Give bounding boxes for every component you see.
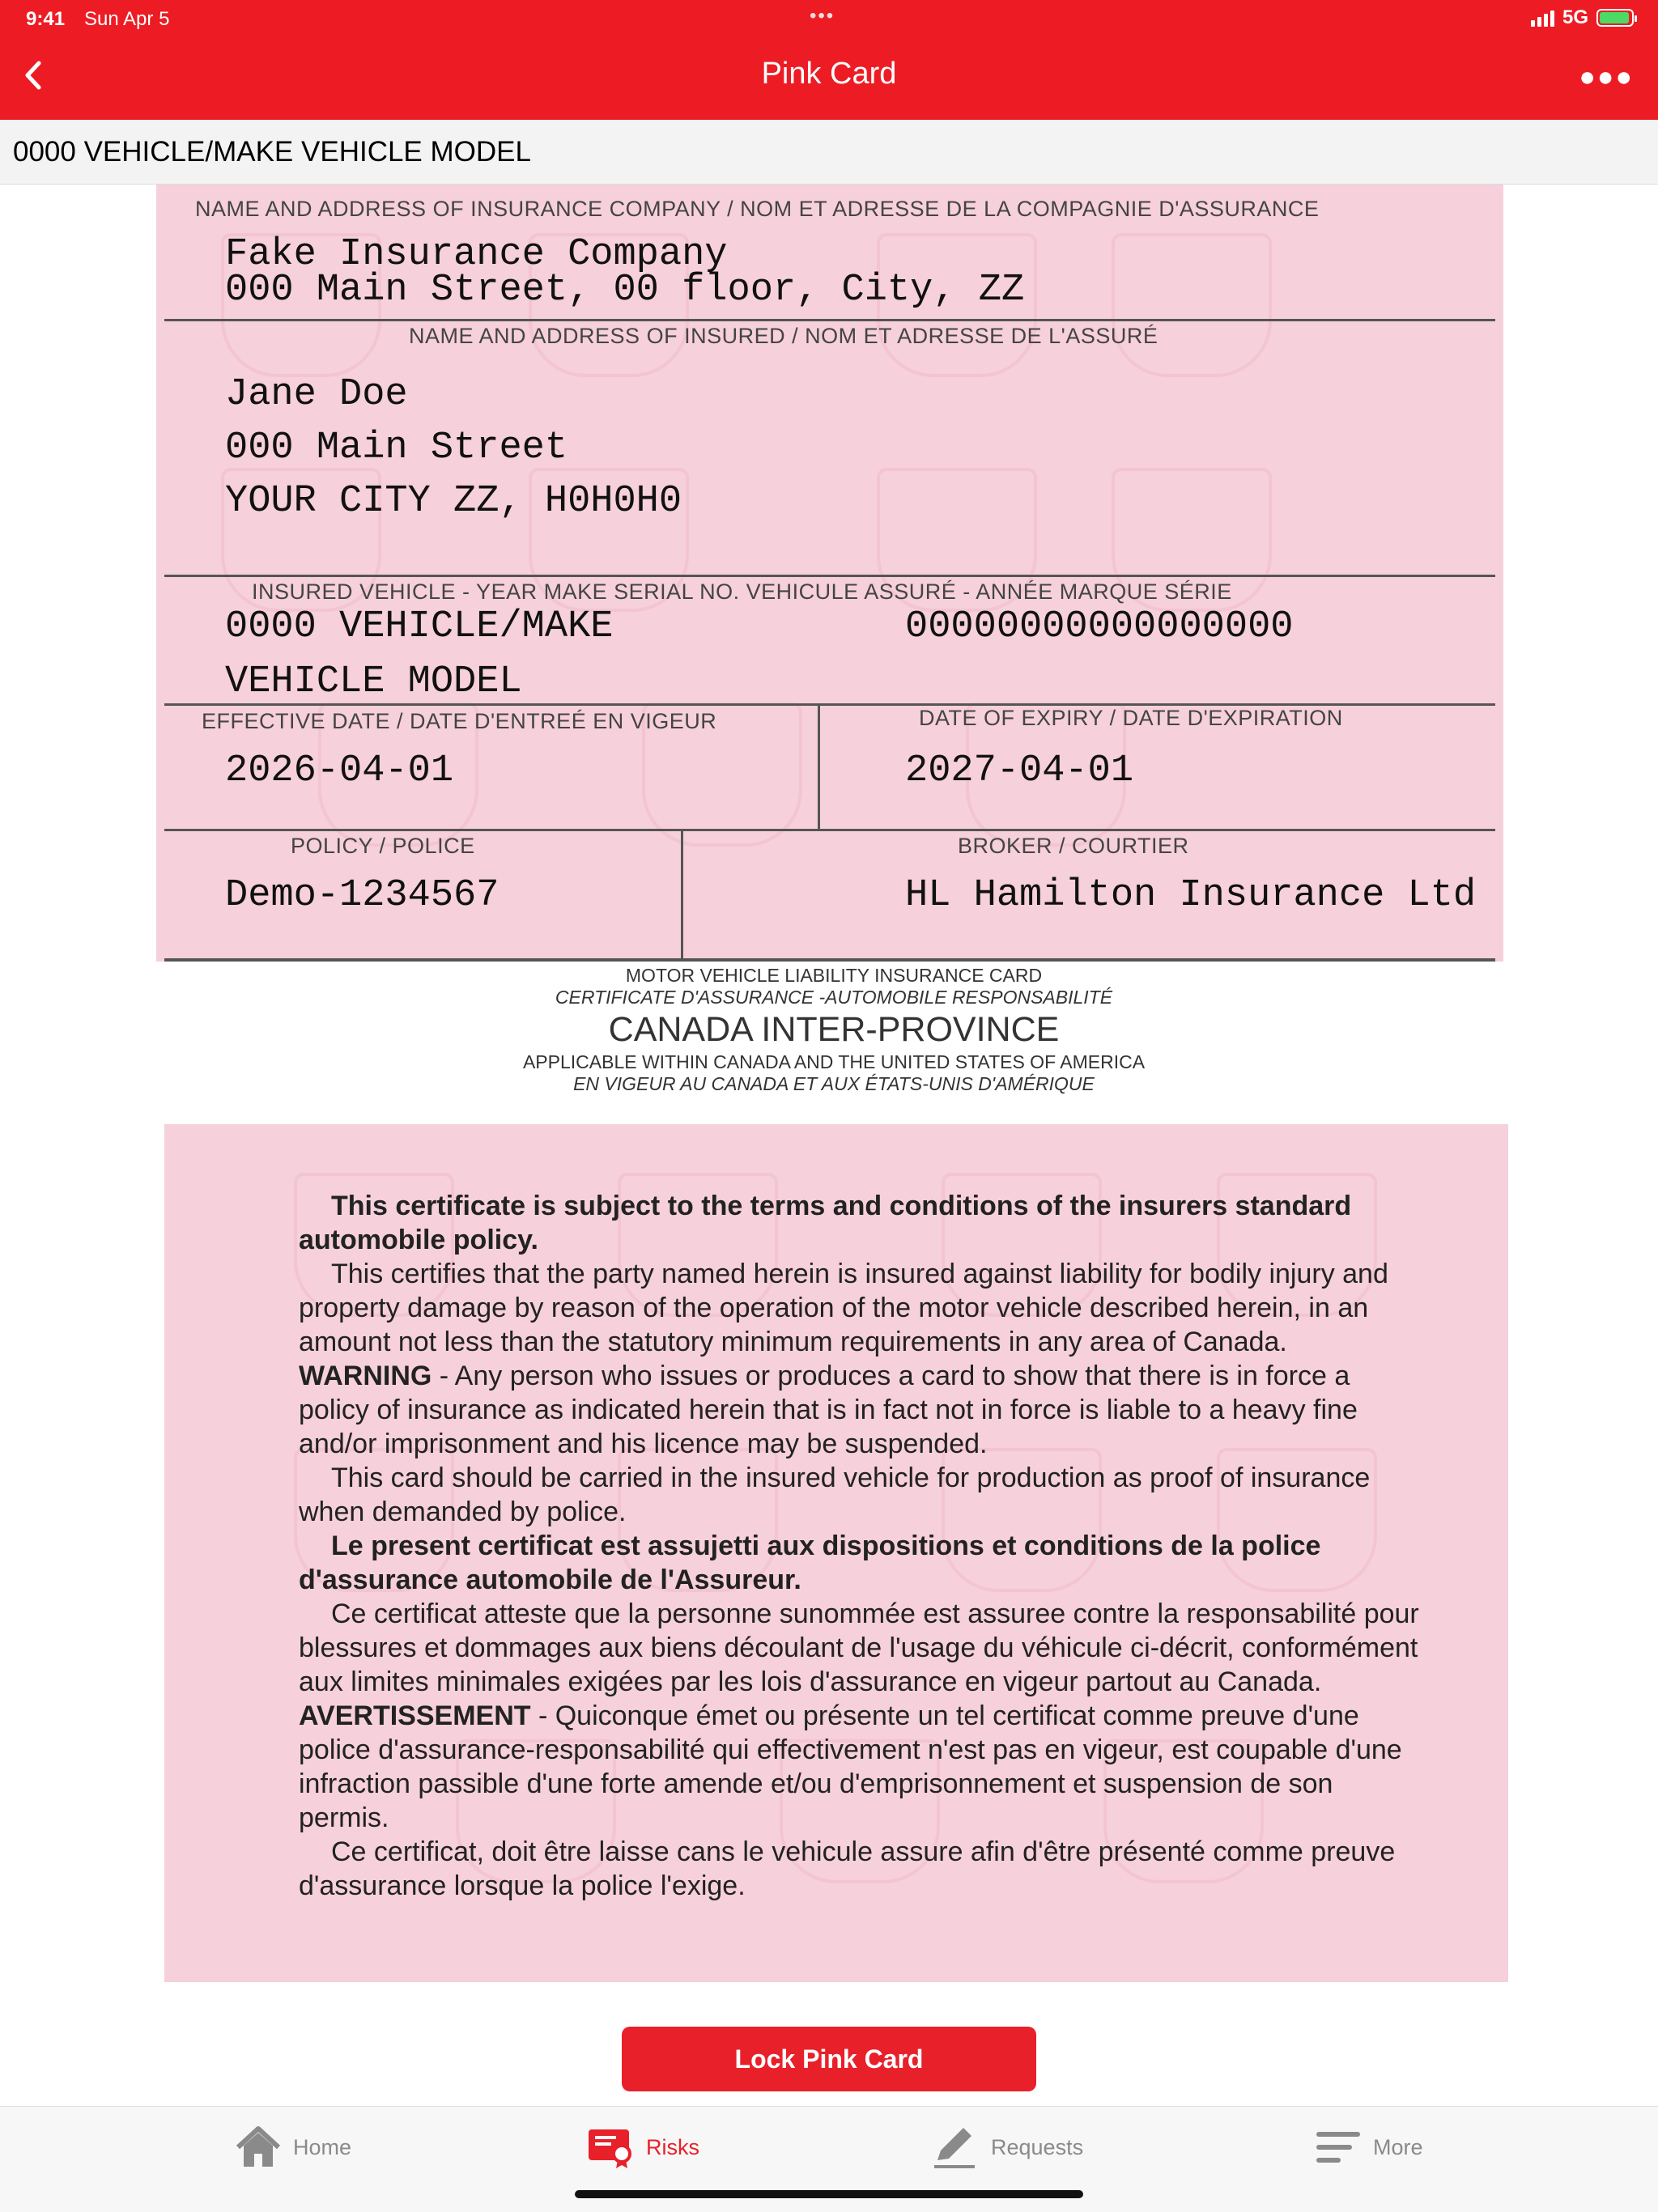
divider	[818, 703, 820, 829]
terms-paragraph: Le present certificat est assujetti aux dispositions et conditions de la police d'assurance automobile de l'Assureur.	[299, 1531, 1321, 1595]
menu-icon	[1315, 2127, 1362, 2167]
terms-paragraph: This certificate is subject to the terms and conditions of the insurers standard automobile policy.	[299, 1191, 1352, 1255]
status-indicators	[1531, 6, 1634, 29]
effective-date: 2026-04-01	[225, 749, 454, 792]
tab-label: Requests	[991, 2134, 1084, 2159]
terms-warning	[299, 1699, 1424, 1835]
vehicle-line-1: 0000 VEHICLE/MAKE	[225, 605, 614, 648]
divider	[164, 575, 1495, 577]
effective-date-label: EFFECTIVE DATE / DATE D'ENTREÉ EN VIGEUR	[202, 709, 717, 733]
divider	[681, 829, 683, 958]
tab-risks[interactable]	[586, 2123, 699, 2172]
pencil-icon	[931, 2125, 980, 2170]
pink-card-front	[156, 185, 1503, 962]
terms-paragraph: This card should be carried in the insured vehicle for production as proof of insurance when demanded by police.	[299, 1463, 1371, 1527]
cellular-signal-icon	[1531, 9, 1554, 27]
caption-line: APPLICABLE WITHIN CANADA AND THE UNITED STATES OF AMERICA	[522, 1051, 1146, 1072]
lock-pink-card-button[interactable]: Lock Pink Card	[622, 2027, 1036, 2091]
policy-label: POLICY / POLICE	[291, 834, 475, 858]
expiry-date: 2027-04-01	[905, 749, 1134, 792]
insured-label: NAME AND ADDRESS OF INSURED / NOM ET ADRESSE DE L'ASSURÉ	[409, 324, 1158, 348]
divider	[164, 829, 1495, 831]
warning-text: - Quiconque émet ou présente un tel certificat comme preuve d'une police d'assurance-responsabilité qui effectivement n'est pas en vigeur, est coupable d'une infraction passible d'une forte amende et/ou d'emprisonnement et suspension de son permis.	[299, 1700, 1402, 1833]
home-indicator[interactable]	[575, 2190, 1083, 2198]
warning-label: AVERTISSEMENT	[299, 1700, 531, 1731]
vehicle-line-2: VEHICLE MODEL	[225, 660, 522, 703]
status-time: 9:41	[26, 8, 66, 30]
vehicle-title: 0000 VEHICLE/MAKE VEHICLE MODEL	[0, 120, 1658, 185]
caption-line: CERTIFICATE D'ASSURANCE -AUTOMOBILE RESPONSABILITÉ	[555, 987, 1113, 1008]
warning-text: - Any person who issues or produces a card to show that there is in force a policy of insurance as indicated herein that is in fact not in force is liable to a heavy fine and/or imprisonment and his licence may be suspended.	[299, 1361, 1358, 1459]
insured-name: Jane Doe	[225, 373, 408, 416]
multitasking-dots-icon[interactable]: •••	[810, 5, 835, 27]
terms-text	[299, 1189, 1424, 1903]
warning-label: WARNING	[299, 1361, 432, 1391]
vehicle-serial: 00000000000000000	[905, 605, 1294, 648]
policy-number: Demo-1234567	[225, 874, 500, 917]
terms-warning	[299, 1359, 1424, 1461]
navigation-bar	[0, 39, 1658, 120]
broker-name: HL Hamilton Insurance Ltd	[905, 874, 1477, 917]
vehicle-label: INSURED VEHICLE - YEAR MAKE SERIAL NO. VEHICULE ASSURÉ - ANNÉE MARQUE SÉRIE	[252, 580, 1232, 604]
tab-label: Home	[293, 2134, 352, 2159]
terms-paragraph: Ce certificat, doit être laisse cans le vehicule assure afin d'être présenté comme preuve d'assurance lorsque la police l'exige.	[299, 1836, 1396, 1901]
ellipsis-icon[interactable]: ●●●	[1579, 62, 1634, 92]
page-title: Pink Card	[761, 57, 897, 91]
expiry-date-label: DATE OF EXPIRY / DATE D'EXPIRATION	[919, 706, 1343, 730]
tab-label: Risks	[646, 2134, 699, 2159]
divider	[164, 958, 1495, 962]
tab-home[interactable]	[235, 2123, 351, 2172]
card-caption	[453, 965, 1214, 1095]
certificate-icon	[586, 2125, 635, 2170]
tab-more[interactable]	[1315, 2123, 1423, 2172]
divider	[164, 319, 1495, 321]
terms-paragraph: This certifies that the party named herein is insured against liability for bodily injury and property damage by reason of the operation of the motor vehicle described herein, in an amount not less than the statutory minimum requirements in any area of Canada.	[299, 1259, 1388, 1357]
insurer-label: NAME AND ADDRESS OF INSURANCE COMPANY / NOM ET ADRESSE DE LA COMPAGNIE D'ASSURANCE	[195, 197, 1320, 221]
crest-watermark-icon	[1112, 233, 1272, 377]
status-bar	[0, 0, 1658, 39]
status-date: Sun Apr 5	[84, 8, 170, 30]
caption-line: MOTOR VEHICLE LIABILITY INSURANCE CARD	[625, 965, 1043, 986]
network-type: 5G	[1562, 6, 1588, 28]
pink-card-back	[164, 1124, 1508, 1982]
home-icon	[235, 2125, 282, 2170]
battery-charging-icon	[1596, 9, 1634, 27]
insured-street: 000 Main Street	[225, 427, 568, 469]
terms-paragraph: Ce certificat atteste que la personne sunommée est assuree contre la responsabilité pour blessures et dommages aux biens découlant de l'usage du véhicule ci-décrit, conformément aux limites minimales exigées par les lois d'assurance en vigeur partout au Canada.	[299, 1598, 1419, 1697]
caption-line: EN VIGEUR AU CANADA ET AUX ÉTATS-UNIS D'AMÉRIQUE	[573, 1073, 1095, 1094]
tab-requests[interactable]	[931, 2123, 1083, 2172]
insured-city: YOUR CITY ZZ, H0H0H0	[225, 480, 682, 523]
insurer-address: 000 Main Street, 00 floor, City, ZZ	[225, 269, 1025, 312]
broker-label: BROKER / COURTIER	[958, 834, 1189, 858]
insurer-name: Fake Insurance Company	[225, 233, 728, 276]
caption-title: CANADA INTER-PROVINCE	[608, 1010, 1060, 1049]
tab-label: More	[1373, 2134, 1423, 2159]
